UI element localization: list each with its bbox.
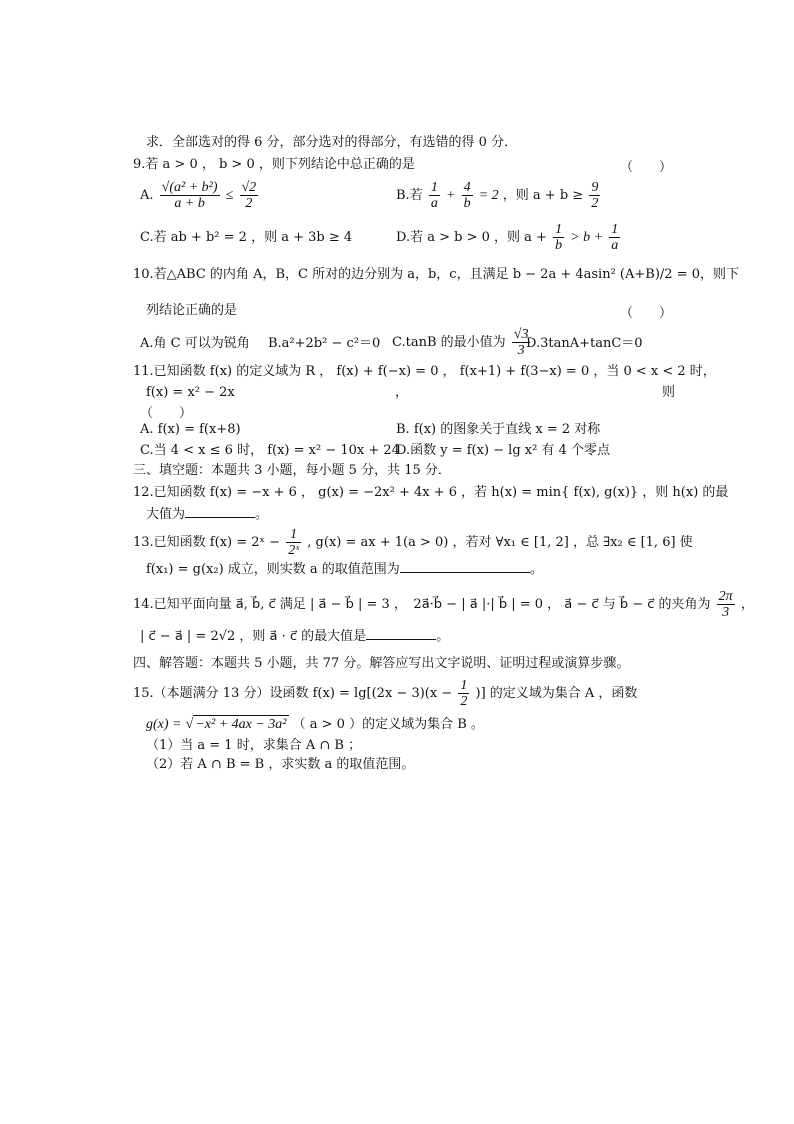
q14-stem: 14.已知平面向量 a⃗, b⃗, c⃗ 满足 | a⃗ − b⃗ | = 3 ， 2a⃗·b⃗ − | a⃗ |·| b⃗ | = 0 ， a⃗ − c⃗ 与 b⃗ − c⃗ 的夹角为 $\frac{2\pi}{3}$ ， <box>133 589 754 620</box>
section-3-heading: 三、填空题：本题共 3 小题，每小题 5 分，共 15 分． <box>133 463 451 478</box>
q15-stem: 15.（本题满分 13 分）设函数 f(x) = lg[(2x − 3)(x − $\frac{1}{2}$ )] 的定义域为集合 A ，函数 <box>133 678 638 709</box>
q10-stem: 10.若△ABC 的内角 A，B，C 所对的边分别为 a，b，c，且满足 b − 2a + 4asin² (A+B)/2 = 0，则下 <box>133 267 739 282</box>
q12-answer-blank[interactable] <box>185 505 255 518</box>
q13-stem-2: f(x₁) = g(x₂) 成立，则实数 a 的取值范围为 。 <box>146 562 543 577</box>
q15-part-1: （1）当 a = 1 时，求集合 A ∩ B ； <box>146 738 362 753</box>
q10-option-a: A.角 C 可以为锐角 <box>140 336 250 351</box>
q12-stem-2: 大值为 。 <box>146 507 269 522</box>
header-note: 求．全部选对的得 6 分，部分选对的得部分，有选错的得 0 分． <box>146 135 518 150</box>
q13-answer-blank[interactable] <box>400 560 530 573</box>
q11-stem: 11.已知函数 f(x) 的定义域为 R ， f(x) + f(−x) = 0 ， f(x+1) + f(3−x) = 0 ，当 0 < x < 2 时， <box>133 364 716 379</box>
q15-part-2: （2）若 A ∩ B = B ，求实数 a 的取值范围。 <box>146 757 415 772</box>
q11-comma: ， <box>395 385 409 400</box>
q11-option-d: D.函数 y = f(x) − lg x² 有 4 个零点 <box>396 443 610 458</box>
q11-option-c: C.当 4 < x ≤ 6 时， f(x) = x² − 10x + 24 <box>140 443 400 458</box>
q11-option-b: B. f(x) 的图象关于直线 x = 2 对称 <box>396 422 601 437</box>
q14-stem-2: | c⃗ − a⃗ | = 2√2 ，则 a⃗ · c⃗ 的最大值是 。 <box>140 629 450 644</box>
q11-answer-paren: （ ） <box>140 406 193 421</box>
q9-option-b: B.若 $\frac{1}{a}$ + $\frac{4}{b}$ = 2 ，则 a + b ≥ $\frac{9}{2}$ <box>396 180 599 211</box>
q10-answer-paren: （ ） <box>620 306 673 321</box>
q9-option-a: A. $\frac{\text{√(a² + b²)}}{a + b}$ ≤ $\frac{√2}{2}$ <box>140 180 257 211</box>
q10-option-c: C.tanB 的最小值为 $\frac{√3}{3}$ <box>392 327 529 358</box>
q9-option-d: D.若 a > b > 0 ，则 a + $\frac{1}{b}$ > b + $\frac{1}{a}$ <box>396 222 619 253</box>
q9-stem: 9.若 a > 0 ， b > 0 ，则下列结论中总正确的是 <box>133 157 415 172</box>
q9-option-c: C.若 ab + b² = 2 ，则 a + 3b ≥ 4 <box>140 230 353 245</box>
section-4-heading: 四、解答题：本题共 5 小题，共 77 分。解答应写出文字说明、证明过程或演算步骤。 <box>133 656 630 671</box>
q10-stem-2: 列结论正确的是 <box>146 303 238 318</box>
q10-option-d: D.3tanA+tanC＝0 <box>526 336 643 351</box>
q13-stem: 13.已知函数 f(x) = 2ˣ − $\frac{1}{\text{2ˣ}}$ , g(x) = ax + 1(a > 0) ，若对 ∀x₁ ∈ [1, 2] ，总 ∃x₂ ∈ [1, 6] 使 <box>133 527 693 558</box>
q9-answer-paren: （ ） <box>620 160 673 175</box>
q10-option-b: B.a²+2b² − c²＝0 <box>268 336 381 351</box>
q14-answer-blank[interactable] <box>366 627 436 640</box>
q15-line-2: g(x) = √ −x² + 4ax − 3a² （ a > 0 ）的定义域为集合 B 。 <box>146 717 484 732</box>
q12-stem: 12.已知函数 f(x) = −x + 6 ， g(x) = −2x² + 4x + 6 ，若 h(x) = min{ f(x), g(x)} ，则 h(x) 的最 <box>133 485 729 500</box>
q11-ze: 则 <box>662 385 676 400</box>
q11-stem-2: f(x) = x² − 2x <box>146 385 235 400</box>
q11-option-a: A. f(x) = f(x+8) <box>140 422 241 437</box>
